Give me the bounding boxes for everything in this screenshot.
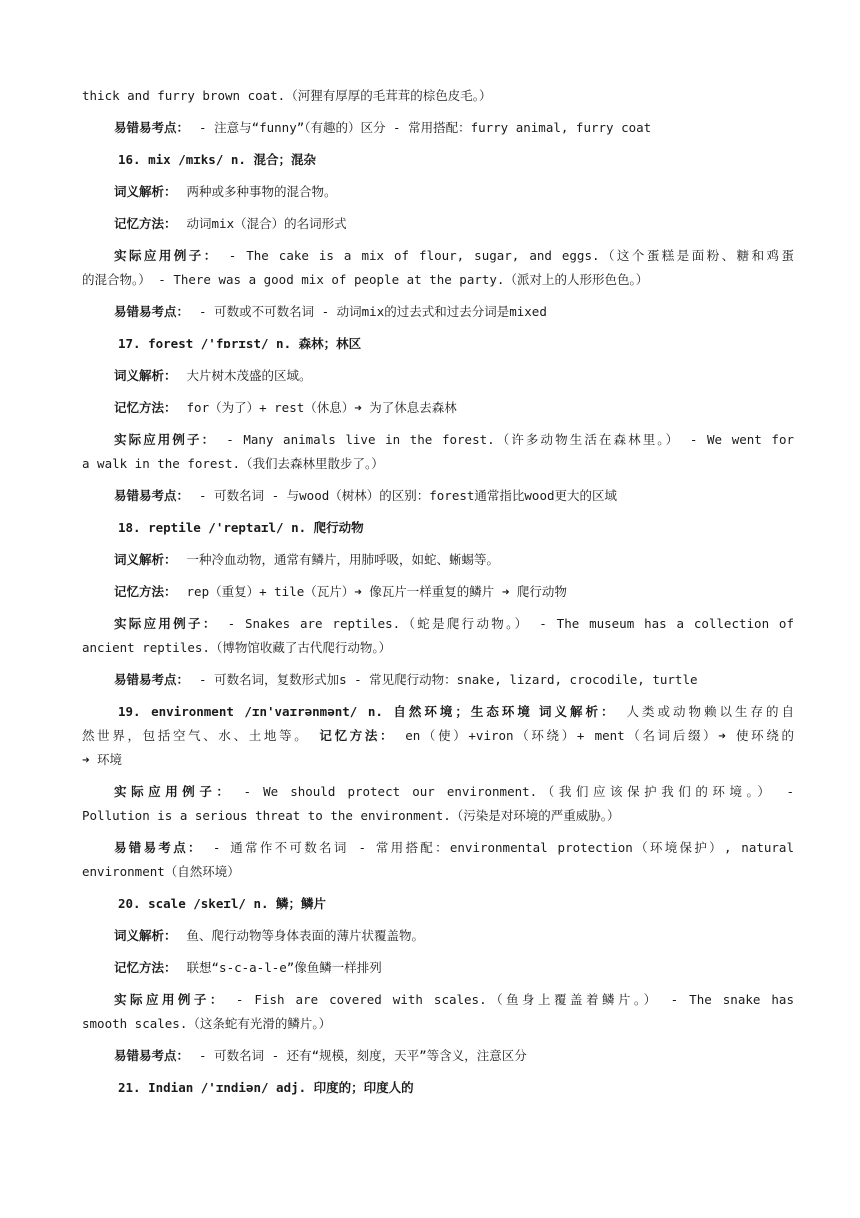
- examples-16-b: 的混合物。） - There was a good mix of people at the party.（派对上的人形形色色。）: [82, 272, 649, 287]
- memory-17: 记忆方法： for（为了）+ rest（休息）➜ 为了休息去森林: [114, 400, 457, 415]
- definition-18: 词义解析： 一种冷血动物，通常有鳞片，用肺呼吸，如蛇、蜥蜴等。: [114, 552, 500, 567]
- entry-heading-17: 17. forest /'fɒrɪst/ n. 森林；林区: [118, 336, 362, 351]
- definition-17: 词义解析： 大片树木茂盛的区域。: [114, 368, 312, 383]
- memory-16: 记忆方法： 动词mix（混合）的名词形式: [114, 216, 347, 231]
- examples-17-a: 实际应用例子： - Many animals live in the forest.（许多动物生活在森林里。） - We went for: [114, 432, 794, 447]
- examples-17-b: a walk in the forest.（我们去森林里散步了。）: [82, 456, 384, 471]
- entry-19-b: 然世界，包括空气、水、土地等。 记忆方法： en（使）+viron（环绕）+ ment（名词后缀）➜ 使环绕的: [82, 728, 794, 743]
- definition-20: 词义解析： 鱼、爬行动物等身体表面的薄片状覆盖物。: [114, 928, 425, 943]
- memory-18: 记忆方法： rep（重复）+ tile（瓦片）➜ 像瓦片一样重复的鳞片 ➜ 爬行动物: [114, 584, 567, 599]
- examples-20-b: smooth scales.（这条蛇有光滑的鳞片。）: [82, 1016, 332, 1031]
- entry-19-c: ➜ 环境: [82, 752, 123, 767]
- exam-points: 易错易考点： - 注意与“funny”（有趣的）区分 - 常用搭配：furry animal, furry coat: [114, 120, 652, 135]
- exam-points-16: 易错易考点： - 可数或不可数名词 - 动词mix的过去式和过去分词是mixed: [114, 304, 547, 319]
- memory-20: 记忆方法： 联想“s-c-a-l-e”像鱼鳞一样排列: [114, 960, 382, 975]
- exam-points-19-a: 易错易考点： - 通常作不可数名词 - 常用搭配：environmental protection（环境保护）, natural: [114, 840, 794, 855]
- entry-heading-18: 18. reptile /'reptaɪl/ n. 爬行动物: [118, 520, 364, 535]
- entry-heading-19: 19. environment /ɪn'vaɪrənmənt/ n. 自然环境；生态环境: [118, 704, 533, 719]
- label: 易错易考点：: [114, 120, 190, 135]
- examples-16-a: 实际应用例子： - The cake is a mix of flour, sugar, and eggs.（这个蛋糕是面粉、糖和鸡蛋: [114, 248, 794, 263]
- examples-20-a: 实际应用例子： - Fish are covered with scales.（鱼身上覆盖着鳞片。） - The snake has: [114, 992, 794, 1007]
- exam-points-18: 易错易考点： - 可数名词，复数形式加s - 常见爬行动物：snake, lizard, crocodile, turtle: [114, 672, 698, 687]
- exam-points-17: 易错易考点： - 可数名词 - 与wood（树林）的区别：forest通常指比wood更大的区域: [114, 488, 618, 503]
- definition-16: 词义解析： 两种或多种事物的混合物。: [114, 184, 337, 199]
- exam-points-19-b: environment（自然环境）: [82, 864, 240, 879]
- entry-heading-16: 16. mix /mɪks/ n. 混合；混杂: [118, 152, 316, 167]
- entry-heading-21: 21. Indian /'ɪndiən/ adj. 印度的；印度人的: [118, 1080, 414, 1095]
- examples-18-a: 实际应用例子： - Snakes are reptiles.（蛇是爬行动物。） - The museum has a collection of: [114, 616, 794, 631]
- examples-19-b: Pollution is a serious threat to the environment.（污染是对环境的严重威胁。）: [82, 808, 620, 823]
- text-line: thick and furry brown coat.（河狸有厚厚的毛茸茸的棕色皮毛。）: [82, 88, 492, 103]
- examples-19-a: 实际应用例子： - We should protect our environment.（我们应该保护我们的环境。） -: [114, 784, 794, 799]
- entry-19-a: 19. environment /ɪn'vaɪrənmənt/ n. 自然环境；生态环境 词义解析： 人类或动物赖以生存的自: [118, 704, 794, 719]
- examples-18-b: ancient reptiles.（博物馆收藏了古代爬行动物。）: [82, 640, 392, 655]
- entry-heading-20: 20. scale /skeɪl/ n. 鳞；鳞片: [118, 896, 327, 911]
- exam-points-20: 易错易考点： - 可数名词 - 还有“规模，刻度，天平”等含义，注意区分: [114, 1048, 527, 1063]
